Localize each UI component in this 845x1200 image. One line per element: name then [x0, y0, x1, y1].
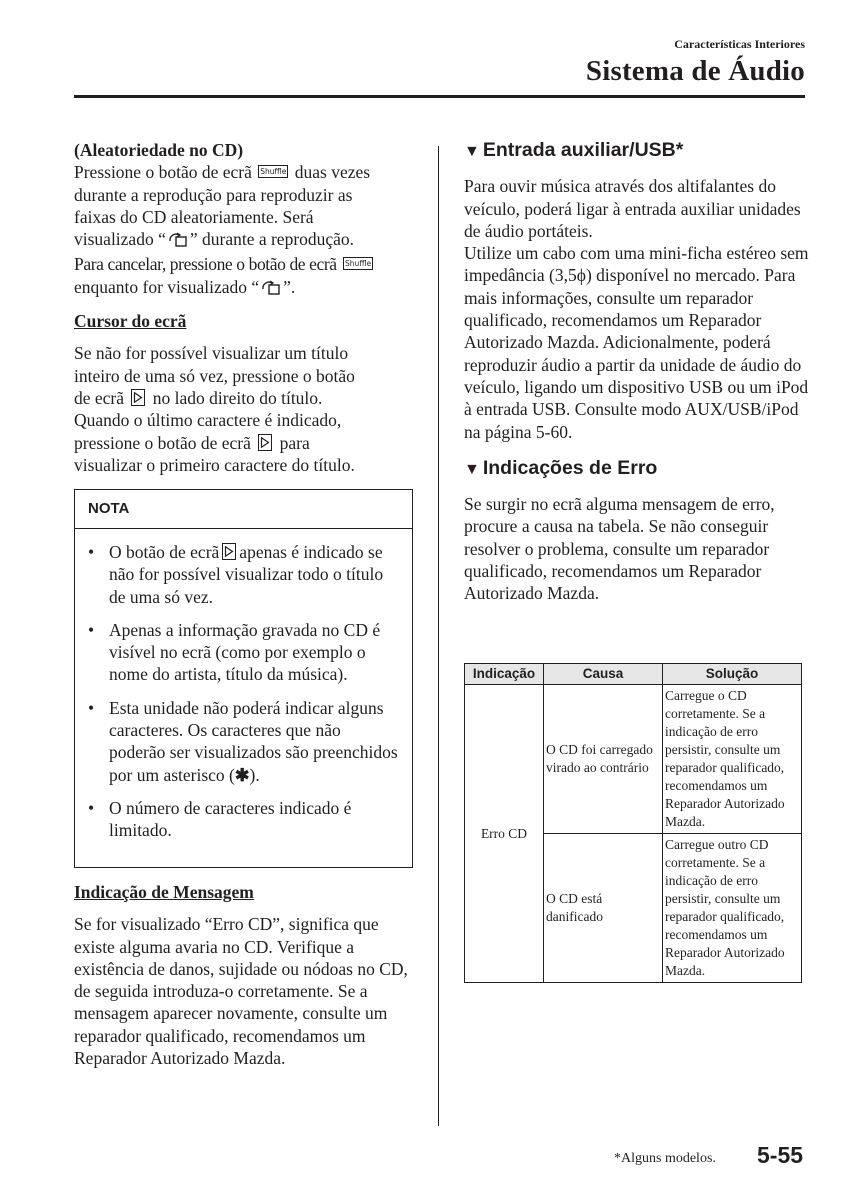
text-span: Para cancelar, pressione o botão de ecrã [74, 254, 337, 275]
text-span: durante a reprodução para reproduzir as [74, 184, 353, 205]
message-heading: Indicação de Mensagem [74, 882, 254, 902]
text-span: inteiro de uma só vez, pressione o botão [74, 365, 355, 386]
note-list [75, 529, 412, 842]
text-span: no lado direito do título. [152, 387, 323, 408]
note-item [87, 697, 398, 786]
page-title: Sistema de Áudio [585, 55, 805, 87]
text-span: ”. [283, 276, 296, 297]
note-item [87, 541, 398, 608]
text-span: de ecrã [74, 387, 125, 408]
column-divider [438, 146, 439, 1126]
text-span: ” durante a reprodução. [189, 229, 355, 250]
cursor-paragraph [74, 342, 419, 476]
solution-cell: Carregue o CD corretamente. Se a indicação de erro persistir, consulte um reparador qualificado, recomendamos um Reparador Autorizado Mazda. [663, 685, 802, 834]
indication-cell: Erro CD [465, 685, 544, 983]
text-span: visualizar o primeiro caractere do título. [74, 454, 355, 475]
text-span: duas vezes [294, 162, 371, 183]
text-span: enquanto for visualizado “ [74, 276, 260, 297]
header-indication: Indicação [465, 664, 544, 685]
text-span: Esta unidade não poderá indicar alguns caracteres. Os caracteres que não poderão ser visualizados são preenchidos por um asterisco ( [109, 697, 398, 785]
note-item: • Apenas a informação gravada no CD é visível no ecrã (como por exemplo o nome do artista, título da música). [87, 619, 398, 686]
table-header-row [465, 664, 802, 685]
text-span: visualizado “ [74, 229, 166, 250]
section-header: Características Interiores [674, 37, 805, 51]
shuffle-button-icon: Shuffle [260, 167, 287, 177]
error-heading-text: Indicações de Erro [482, 456, 658, 479]
shuffle-button-icon: Shuffle [345, 259, 372, 269]
scroll-right-icon [131, 389, 145, 406]
note-title: NOTA [75, 490, 412, 529]
random-heading: (Aleatoriedade no CD) [74, 140, 244, 160]
footer-note: *Alguns modelos. [614, 1151, 716, 1166]
random-icon [260, 279, 282, 301]
header-solution: Solução [663, 664, 802, 685]
note-box [74, 489, 413, 868]
message-section [74, 881, 411, 1069]
text-span: O botão de ecrã [109, 542, 220, 562]
header-rule [74, 95, 805, 98]
text-span: faixas do CD aleatoriamente. Será [74, 206, 314, 227]
triangle-down-icon: ▼ [464, 460, 480, 478]
error-paragraph: Se surgir no ecrã alguma mensagem de erro, procure a causa na tabela. Se não conseguir resolver o problema, consulte um reparador qualificado, recomendamos um Reparador Autorizado Mazda. [464, 494, 775, 604]
cause-cell: O CD está danificado [544, 834, 663, 983]
header-cause: Causa [544, 664, 663, 685]
cursor-heading: Cursor do ecrã [74, 311, 187, 332]
cause-cell: O CD foi carregado virado ao contrário [544, 685, 663, 834]
table-row [465, 685, 802, 834]
page-number: 5-55 [757, 1142, 804, 1168]
text-span: Pressione o botão de ecrã [74, 162, 252, 183]
left-column [74, 139, 419, 476]
aux-heading [464, 139, 809, 163]
text-span: apenas é indicado se não for possível visualizar todo o título de uma só vez. [109, 542, 384, 607]
text-span: pressione o botão de ecrã [74, 432, 251, 453]
solution-cell: Carregue outro CD corretamente. Se a indicação de erro persistir, consulte um reparador qualificado, recomendamos um Reparador Autorizado Mazda. [663, 834, 802, 983]
random-paragraph [74, 161, 419, 301]
triangle-down-icon: ▼ [464, 143, 480, 160]
error-table [464, 663, 802, 983]
aux-paragraph-2: Utilize um cabo com uma mini-ficha estéreo sem impedância (3,5ϕ) disponível no mercado. Para mais informações, consulte um reparador qualificado, recomendamos um Reparador Autorizado Mazda. Adicionalmente, poderá reproduzir áudio a partir da unidade de áudio do veículo, ligando um dispositivo USB ou um iPod à entrada USB. Consulte modo AUX/USB/iPod na página 5-60. [464, 243, 809, 442]
message-paragraph: Se for visualizado “Erro CD”, significa que existe alguma avaria no CD. Verifique a existência de danos, sujidade ou nódoas no CD, de seguida introduza-o corretamente. Se a mensagem aparecer novamente, consulte um reparador qualificado, recomendamos um Reparador Autorizado Mazda. [74, 914, 408, 1069]
text-span: para [279, 432, 310, 453]
text-span: Quando o último caractere é indicado, [74, 410, 342, 431]
text-span: ). [249, 764, 260, 785]
aux-heading-text: Entrada auxiliar/USB* [482, 139, 684, 161]
note-item: • O número de caracteres indicado é limitado. [87, 797, 398, 842]
asterisk-symbol: ✱ [234, 764, 250, 785]
aux-paragraph-1: Para ouvir música através dos altifalantes do veículo, poderá ligar à entrada auxiliar unidades de áudio portáteis. [464, 176, 801, 241]
scroll-right-icon [222, 543, 236, 560]
scroll-right-icon [258, 434, 272, 451]
text-span: Se não for possível visualizar um título [74, 343, 349, 364]
right-column [464, 139, 809, 605]
error-heading [464, 457, 809, 481]
random-icon [167, 231, 189, 253]
